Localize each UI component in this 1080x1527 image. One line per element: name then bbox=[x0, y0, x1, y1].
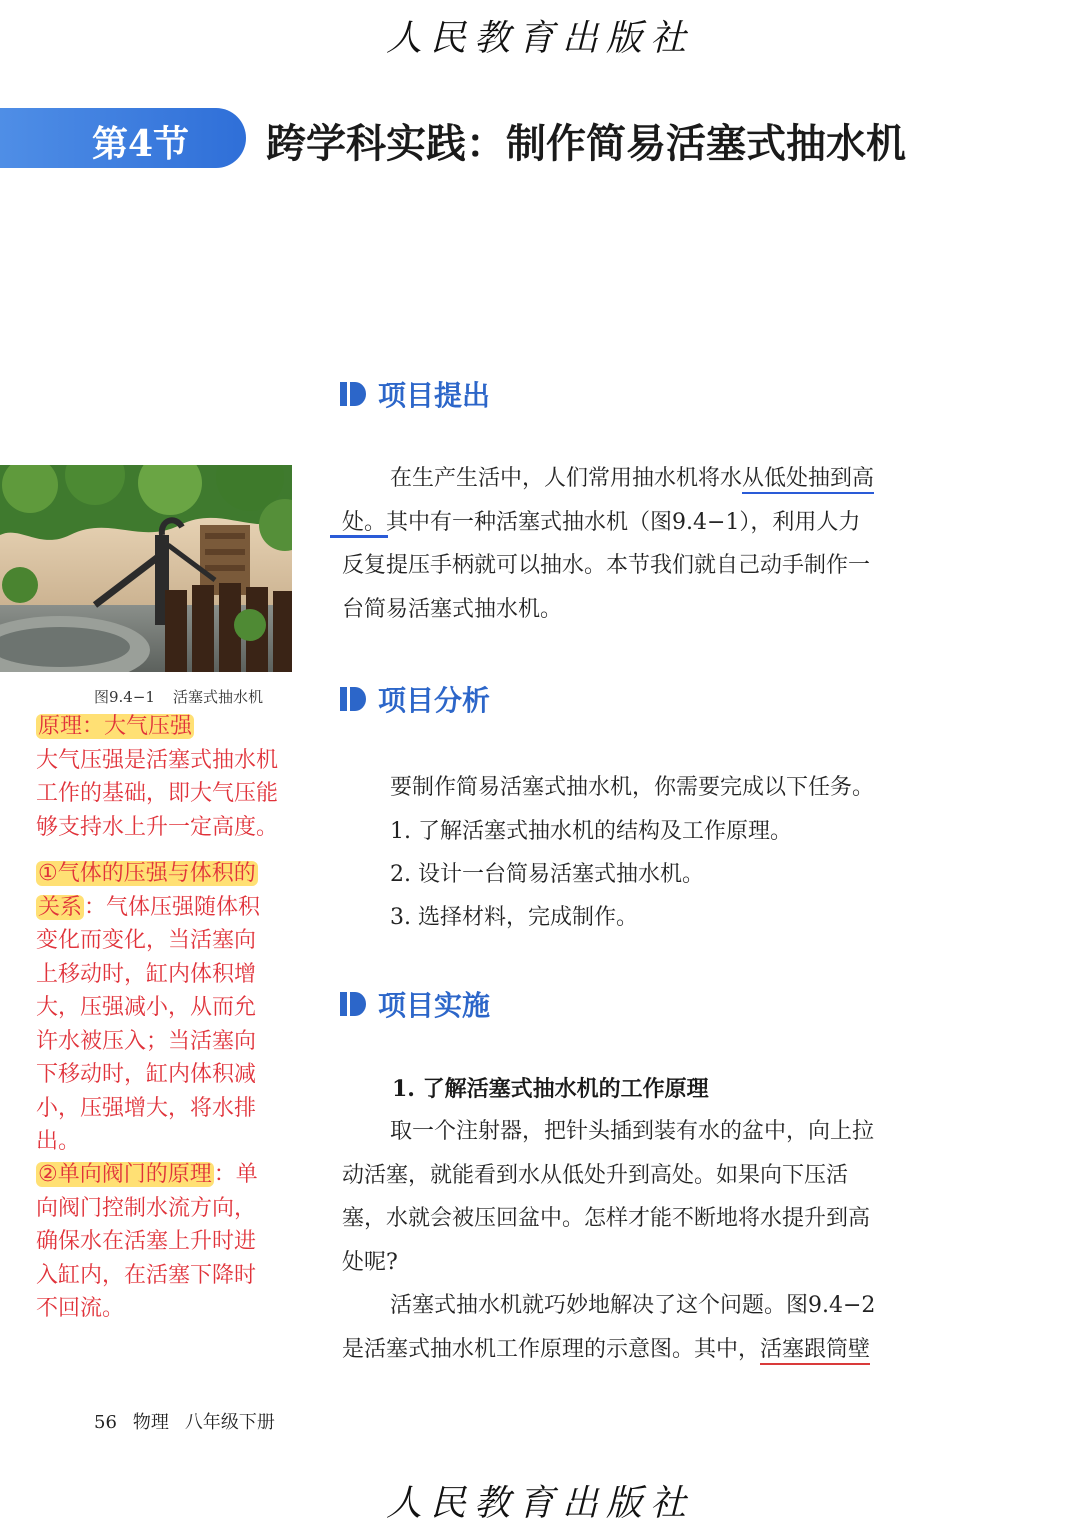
publisher-footer: 人民教育出版社 bbox=[385, 1483, 694, 1524]
footer-grade: 八年级下册 bbox=[184, 1412, 275, 1433]
note-point1-line: 小，压强增大，将水排 bbox=[36, 1095, 257, 1121]
note-point1-line: 变化而变化，当活塞向 bbox=[36, 928, 257, 953]
heading-marker-icon bbox=[340, 989, 366, 1019]
note-point1-line: 许水被压入；当活塞向 bbox=[36, 1028, 257, 1054]
task-item-2: 2. 设计一台简易活塞式抽水机。 bbox=[390, 862, 704, 887]
heading-implementation-text: 项目实施 bbox=[378, 989, 491, 1022]
figure-caption-text: 活塞式抽水机 bbox=[172, 688, 263, 706]
note-principle-line: 够支持水上升一定高度。 bbox=[36, 814, 279, 840]
note-point2-line: 确保水在活塞上升时进 bbox=[36, 1229, 257, 1254]
proposal-paragraph bbox=[342, 457, 942, 631]
heading-implementation bbox=[340, 984, 490, 1024]
underlined-low-to-high: 从低处抽到高 bbox=[742, 466, 874, 494]
impl-para2-line-2: 是活塞式抽水机工作原理的示意图。其中， bbox=[342, 1336, 761, 1362]
section-number-tab bbox=[0, 108, 246, 168]
note-point1-first: ：气体压强随体积 bbox=[84, 894, 261, 920]
note-principle-label: 原理：大气压强 bbox=[38, 714, 193, 739]
underlined-piston-wall: 活塞跟筒壁 bbox=[760, 1337, 870, 1365]
impl-line-1: 取一个注射器，把针头插到装有水的盆中，向上拉 bbox=[390, 1119, 875, 1144]
section-title: 跨学科实践：制作简易活塞式抽水机 bbox=[266, 120, 906, 167]
heading-marker-icon bbox=[340, 684, 366, 714]
footer-subject: 物理 bbox=[132, 1412, 169, 1433]
pump-photo bbox=[0, 465, 292, 672]
impl-para2-line-1: 活塞式抽水机就巧妙地解决了这个问题。图9.4−2 bbox=[390, 1293, 876, 1318]
impl-line-2: 动活塞，就能看到水从低处升到高处。如果向下压活 bbox=[342, 1162, 849, 1188]
heading-analysis bbox=[340, 679, 490, 719]
figure-number: 图9.4−1 bbox=[94, 688, 155, 706]
proposal-line2-text: 。其中有一种活塞式抽水机（图9.4−1），利用人力 bbox=[364, 509, 861, 535]
impl-line-4: 处呢? bbox=[342, 1249, 398, 1275]
note-point2-line: 不回流。 bbox=[36, 1296, 125, 1321]
task-item-3: 3. 选择材料，完成制作。 bbox=[390, 905, 638, 930]
note-point1-line: 上移动时，缸内体积增 bbox=[36, 961, 257, 987]
page-footer bbox=[94, 1408, 275, 1434]
note-point1-line: 大，压强减小，从而允 bbox=[36, 995, 257, 1020]
note-principle-line: 大气压强是活塞式抽水机 bbox=[36, 747, 279, 773]
note-point2-line: 入缸内，在活塞下降时 bbox=[36, 1262, 257, 1288]
proposal-line1-text: 在生产生活中，人们常用抽水机将水 bbox=[390, 466, 743, 491]
figure-caption bbox=[94, 686, 263, 707]
implementation-paragraph-1 bbox=[342, 1110, 942, 1284]
implementation-paragraph-2 bbox=[342, 1284, 942, 1371]
handwritten-note-principle bbox=[36, 710, 326, 844]
note-point2-line: 向阀门控制水流方向， bbox=[36, 1195, 257, 1221]
subheading-working-principle: 1. 了解活塞式抽水机的工作原理 bbox=[392, 1076, 709, 1102]
note-point2-label: ②单向阀门的原理 bbox=[38, 1162, 212, 1187]
note-point1-label-cont: 关系 bbox=[38, 894, 83, 920]
proposal-line3-text: 反复提压手柄就可以抽水。本节我们就自己动手制作一 bbox=[342, 553, 871, 578]
analysis-intro: 要制作简易活塞式抽水机，你需要完成以下任务。 bbox=[390, 775, 875, 800]
page-number: 56 bbox=[94, 1412, 117, 1433]
proposal-line4-text: 台简易活塞式抽水机。 bbox=[342, 596, 563, 622]
underlined-high-place: 处 bbox=[342, 509, 365, 535]
impl-line-3: 塞，水就会被压回盆中。怎样才能不断地将水提升到高 bbox=[342, 1206, 871, 1231]
handwritten-note-point2 bbox=[36, 1158, 326, 1326]
piston-pump-image bbox=[0, 465, 292, 672]
section-number-label: 第4节 bbox=[92, 123, 190, 165]
note-point1-line: 下移动时，缸内体积减 bbox=[36, 1062, 257, 1087]
heading-proposal bbox=[340, 374, 490, 414]
note-principle-line: 工作的基础，即大气压能 bbox=[36, 781, 279, 806]
heading-analysis-text: 项目分析 bbox=[378, 684, 491, 717]
publisher-header: 人民教育出版社 bbox=[385, 18, 694, 59]
note-point1-line: 出。 bbox=[36, 1129, 81, 1154]
handwritten-note-point1 bbox=[36, 857, 326, 1159]
heading-proposal-text: 项目提出 bbox=[378, 379, 491, 412]
note-point2-first: ：单 bbox=[213, 1162, 258, 1187]
note-point1-label: ①气体的压强与体积的 bbox=[38, 861, 256, 886]
heading-marker-icon bbox=[340, 379, 366, 409]
task-item-1: 1. 了解活塞式抽水机的结构及工作原理。 bbox=[390, 819, 792, 844]
